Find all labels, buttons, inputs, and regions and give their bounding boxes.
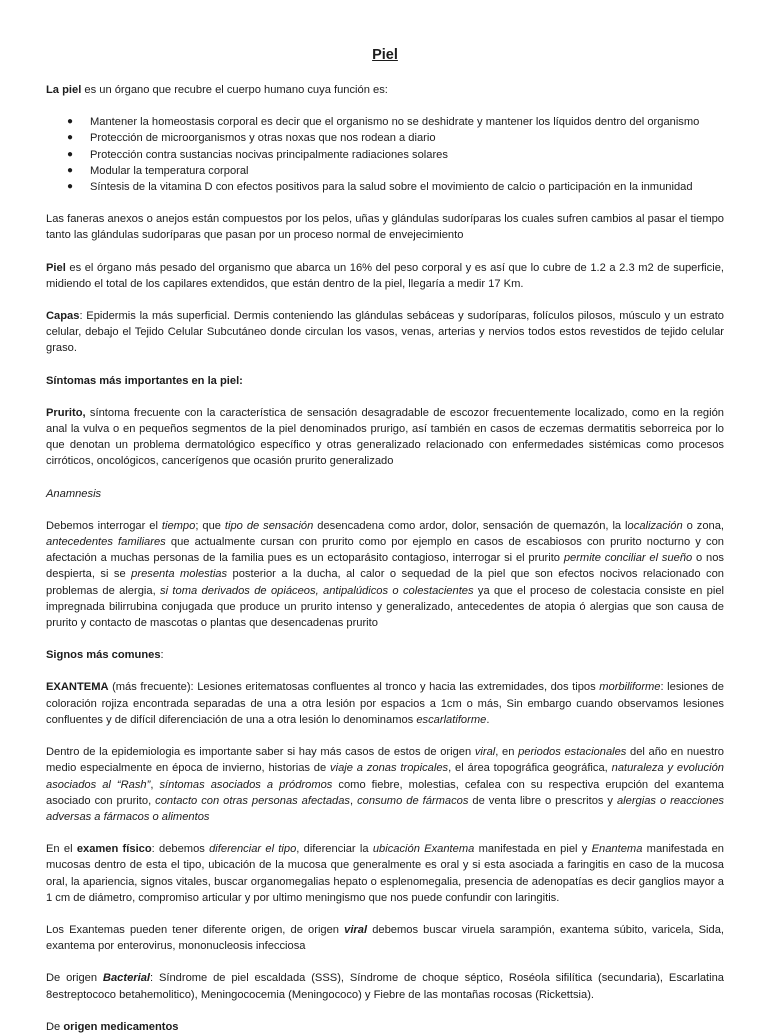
text-run: En el xyxy=(46,843,77,856)
text-run: , el área topográfica geográfica, xyxy=(448,762,612,775)
text-run: debemos buscar viruela sarampión, exantema súbito, varicela, Sida, exantema por enterovirus, mononucleosis infecciosa xyxy=(46,923,724,953)
text-run: ya que el proceso de colestacia consiste en piel impregnada bilirrubina conjugada que produce un prurito intenso y generalizado, antecedentes de atopia ó alergias que son causa de prurito y contacto de mascotas o plantas que desencadenas prurito xyxy=(46,584,724,630)
intro-text: es un órgano que recubre el cuerpo humano cuya función es: xyxy=(81,84,388,96)
piel-text: es el órgano más pesado del organismo que abarca un 16% del peso corporal y es así que lo cubre de 1.2 a 2.3 m2 de superficie, midiendo el total de los capilares extendidos, que están dentro de la piel, llegaría a medir 17 Km. xyxy=(46,261,724,290)
italic-run: ocalización xyxy=(627,519,683,532)
bullet-icon: ● xyxy=(67,132,74,144)
piel-bold: Piel xyxy=(46,261,66,274)
text-run: De origen xyxy=(46,972,103,985)
list-item xyxy=(46,114,724,130)
bold-run: examen físico xyxy=(76,843,152,856)
italic-run: antecedentes familiares xyxy=(46,536,166,549)
italic-run: morbiliforme xyxy=(599,681,661,694)
bacterial-paragraph xyxy=(46,970,724,1002)
italic-run: síntomas asociados a pródromos xyxy=(159,778,333,791)
italic-run: tiempo xyxy=(161,519,196,532)
text-run: : lesiones de coloración rojiza encontrada separadas de una a otra lesión por espacios a 1cm o más, Sin embargo cuando observamos lesiones confluentes y de difícil diferenciación de una a otra lesión lo denominamos xyxy=(46,681,724,726)
text-run: o zona, xyxy=(682,519,725,532)
list-item-text: Síntesis de la vitamina D con efectos positivos para la salud sobre el movimiento de calcio o participación en la inmunidad xyxy=(90,181,693,194)
bullet-icon: ● xyxy=(67,148,74,160)
anamnesis-paragraph xyxy=(46,518,724,631)
functions-list xyxy=(46,114,724,195)
text-run: : Síndrome de piel escaldada (SSS), Síndrome de choque séptico, Roséola sifilítica (secundaria), Escarlatina 8estreptococo betahemolitico), Meningococemia (Meningococo) y Fiebre de las montañas rocosas (Rickettsia). xyxy=(46,972,724,1001)
text-run: Dentro de la epidemiologia es importante saber si hay más casos de estos de origen xyxy=(46,746,475,759)
piel-paragraph xyxy=(46,260,724,292)
italic-run: viral xyxy=(474,746,496,759)
text-run: , diferenciar la xyxy=(296,843,373,856)
italic-run: ubicación Exantema xyxy=(372,843,475,856)
capas-text: : Epidermis la más superficial. Dermis conteniendo las glándulas sebáceas y sudoríparas, folículos pilosos, músculo y un estrato celular, debajo el Tejido Celular Subcutáneo donde circulan los vasos, venas, arterias y nervios todos estos revestidos de tejido celular graso. xyxy=(46,310,724,355)
text-run: de venta libre o prescritos y xyxy=(468,794,617,807)
signos-heading xyxy=(46,647,724,663)
italic-run: contacto con otras personas afectadas xyxy=(155,794,350,807)
bold-italic-run: viral xyxy=(344,923,368,936)
signos-bold: Signos más comunes xyxy=(46,649,161,662)
list-item xyxy=(46,147,724,163)
bold-run: origen medicamentos xyxy=(63,1020,179,1033)
bullet-icon: ● xyxy=(67,116,74,128)
bold-italic-run: Bacterial xyxy=(102,972,150,985)
capas-bold: Capas xyxy=(46,310,80,323)
text-run: posterior a la ducha, al calor o sequedad de la piel que son efectos nocivos relacionado con problemas de alergia, xyxy=(46,568,724,597)
italic-run: permite conciliar el sueño xyxy=(563,552,693,565)
text-run: o nos despierta, si se xyxy=(46,552,725,581)
page-title: Piel xyxy=(372,47,398,63)
italic-run: si toma derivados de opiáceos, antipalúdicos o colestacientes xyxy=(160,584,474,597)
faneras-paragraph: Las faneras anexos o anejos están compuestos por los pelos, uñas y glándulas sudoríparas los cuales sufren cambios al pasar el tiempo tanto las glándulas sudoríparas que pasan por un proceso normal de envejecimiento xyxy=(46,213,724,242)
intro-bold: La piel xyxy=(46,84,82,96)
text-run: que actualmente cursan con prurito como por ejemplo en casos de escabiosos con prurito nocturno y con afectación a muchas personas de la familia pues es un ectoparásito contagioso, interrogar si el prurito xyxy=(46,536,724,565)
signos-colon: : xyxy=(160,649,164,662)
italic-run: presenta molestias xyxy=(131,568,228,581)
text-run: , en xyxy=(495,746,519,759)
text-run: manifestada en piel y xyxy=(474,843,592,856)
text-run: ; que xyxy=(195,519,225,532)
italic-run: naturaleza y evolución asociados al “Rash” xyxy=(46,762,724,791)
capas-paragraph xyxy=(46,308,724,357)
anamnesis-heading: Anamnesis xyxy=(46,487,102,500)
italic-run: Enantema xyxy=(591,843,643,856)
italic-run: viaje a zonas tropicales xyxy=(330,762,449,775)
list-item-text: Protección contra sustancias nocivas principalmente radiaciones solares xyxy=(90,148,448,161)
exantema-paragraph xyxy=(46,679,724,728)
text-run: , xyxy=(150,778,160,791)
bullet-icon: ● xyxy=(67,164,74,176)
text-run: . xyxy=(486,713,490,726)
text-run: De xyxy=(46,1020,61,1033)
text-run: : debemos xyxy=(151,843,210,856)
italic-run: tipo de sensación xyxy=(224,519,314,532)
italic-run: diferenciar el tipo xyxy=(209,843,297,856)
text-run: del año en nuestro medio especialmente en época de invierno, historias de xyxy=(46,746,725,775)
italic-run: periodos estacionales xyxy=(518,746,627,759)
prurito-text: síntoma frecuente con la característica de sensación desagradable de escozor frecuentemente localizado, como en la región anal la vulva o en pequeños segmentos de la piel denominados prurigo, así también en casos de eczemas dermatitis seborreica por lo que denotan un problema dermatológico específico y otras generalizado relacionado con enfermedades sistémicas como procesos cirróticos, oncológicos, cancerígenos que ocasión prurito generalizado xyxy=(46,406,724,468)
exantemas-viral-paragraph xyxy=(46,922,724,954)
list-item xyxy=(46,163,724,179)
text-run: , xyxy=(350,794,358,807)
text-run: desencadena como ardor, dolor, sensación de quemazón, la l xyxy=(313,519,628,532)
bullet-icon: ● xyxy=(67,181,74,193)
epidemiologia-paragraph xyxy=(46,744,724,825)
examen-paragraph xyxy=(46,841,724,906)
prurito-bold: Prurito, xyxy=(46,406,86,419)
prurito-paragraph xyxy=(46,405,724,470)
text-run: como fiebre, molestias, cefalea con su respectiva erupción del exantema asociado con prurito, xyxy=(46,778,724,807)
intro-paragraph xyxy=(46,82,724,98)
list-item-text: Protección de microorganismos y otras noxas que nos rodean a diario xyxy=(90,132,436,145)
exantema-bold: EXANTEMA xyxy=(46,681,109,694)
text-run: manifestada en mucosas dentro de esta el tipo, ubicación de la mucosa que generalmente es oral y si esta asociada a faringitis en caso de la mucosa oral, la apariencia, signos vitales, buscar organomegalias hepato o esplenomegalia, presencia de adenopatías es decir ganglios mayor a 1 cm de diámetro, compromiso articular y por ultimo meningismo que nos puede confundir con laringitis. xyxy=(46,843,724,904)
list-item xyxy=(46,130,724,146)
italic-run: escarlatiforme xyxy=(416,713,487,726)
list-item-text: Modular la temperatura corporal xyxy=(90,164,249,177)
sintomas-heading: Síntomas más importantes en la piel: xyxy=(46,374,243,387)
text-run: Debemos interrogar el xyxy=(46,519,162,532)
italic-run: alergias o reacciones adversas a fármacos o alimentos xyxy=(46,794,724,823)
text-run: Los Exantemas pueden tener diferente origen, de origen xyxy=(46,923,345,936)
text-run: (más frecuente): Lesiones eritematosas confluentes al tronco y hacia las extremidades, dos tipos xyxy=(108,681,600,694)
medicamentos-heading xyxy=(46,1019,724,1035)
italic-run: consumo de fármacos xyxy=(357,794,469,807)
list-item-text: Mantener la homeostasis corporal es decir que el organismo no se deshidrate y mantener los líquidos dentro del organismo xyxy=(90,116,700,129)
list-item xyxy=(46,179,724,195)
